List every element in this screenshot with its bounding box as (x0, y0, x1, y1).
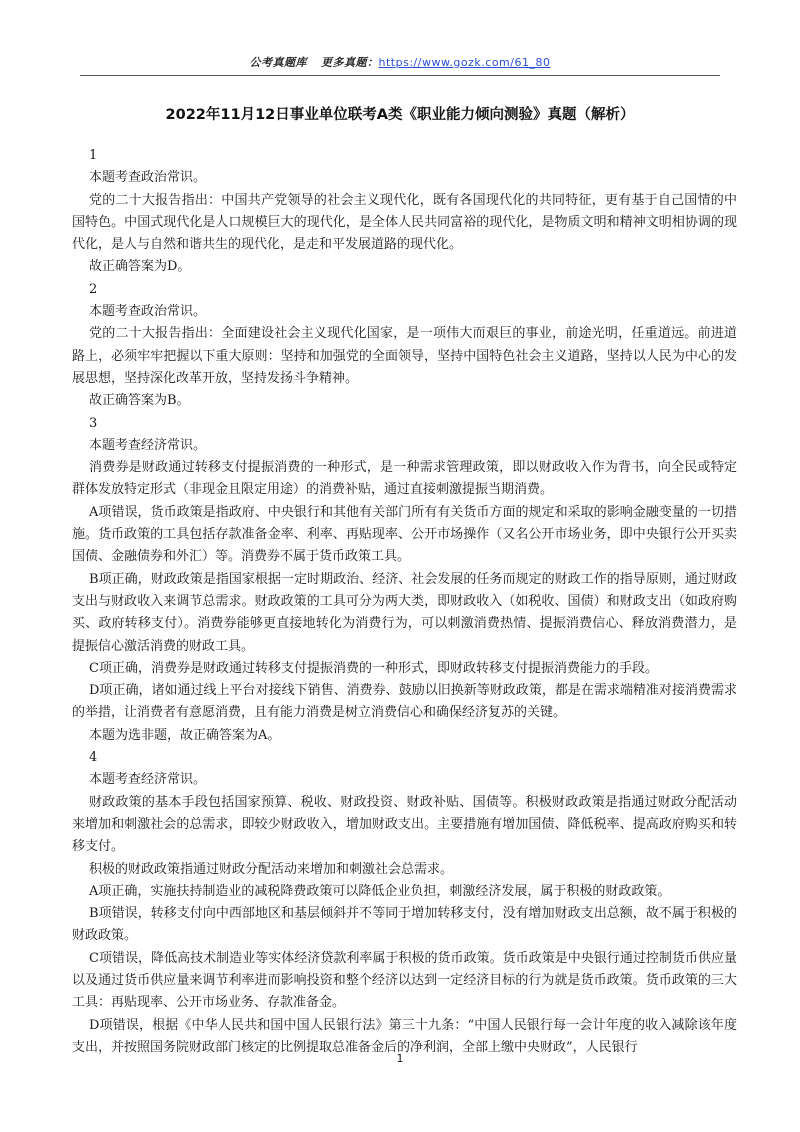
paragraph: 故正确答案为D。 (89, 259, 191, 275)
paragraph: 故正确答案为B。 (89, 393, 190, 409)
paragraph: 4 (89, 750, 98, 766)
paragraph: C项正确，消费券是财政通过转移支付提振消费的一种形式，即财政转移支付提振消费能力的手段。 (89, 660, 658, 676)
paragraph: 党的二十大报告指出：中国共产党领导的社会主义现代化，既有各国现代化的共同特征，更有基于自己国情的中国特色。中国式现代化是人口规模巨大的现代化，是全体人民共同富裕的现代化，是物质文明和精神文明相协调的现代化，是人与自然和谐共生的现代化，是走和平发展道路的现代化。 (72, 192, 737, 253)
paragraph: 2 (89, 281, 98, 297)
paragraph: 本题考查政治常识。 (89, 170, 207, 186)
header-link[interactable]: https://www.gozk.com/61_80 (378, 56, 551, 69)
paragraph: B项错误，转移支付向中西部地区和基层倾斜并不等同于增加转移支付，没有增加财政支出总额，故不属于积极的财政政策。 (72, 906, 737, 944)
header-brand: 公考真题库 (249, 56, 308, 69)
header-more-label: 更多真题： (321, 56, 379, 69)
paragraph: 本题考查政治常识。 (89, 304, 207, 320)
paragraph: 本题为选非题，故正确答案为A。 (89, 727, 281, 743)
paragraph: 1 (89, 148, 98, 163)
paragraph: D项正确，诸如通过线上平台对接线下销售、消费券、鼓励以旧换新等财政政策，都是在需求端精准对接消费需求的举措，让消费者有意愿消费，且有能力消费是树立消费信心和确保经济复苏的关键。 (72, 683, 737, 721)
paragraph: A项正确，实施扶持制造业的减税降费政策可以降低企业负担，刺激经济发展，属于积极的财政政策。 (89, 883, 671, 899)
document-title: 2022年11月12日事业单位联考A类《职业能力倾向测验》真题（解析） (165, 107, 635, 123)
header-divider (80, 75, 720, 76)
paragraph: 积极的财政政策指通过财政分配活动来增加和刺激社会总需求。 (89, 861, 454, 877)
paragraph: D项错误，根据《中华人民共和国中国人民银行法》第三十九条：“中国人民银行每一会计年度的收入减除该年度支出，并按照国务院财政部门核定的比例提取总准备金后的净利润，全部上缴中央财政”，人民银行 (72, 1017, 737, 1055)
page-header (0, 54, 800, 70)
page-number: 1 (396, 1052, 404, 1065)
paragraph: 党的二十大报告指出：全面建设社会主义现代化国家，是一项伟大而艰巨的事业，前途光明，任重道远。前进道路上，必须牢牢把握以下重大原则：坚持和加强党的全面领导，坚持中国特色社会主义道路，坚持以人民为中心的发展思想，坚持深化改革开放，坚持发扬斗争精神。 (72, 326, 737, 386)
paragraph: 本题考查经济常识。 (89, 772, 207, 788)
paragraph: 消费券是财政通过转移支付提振消费的一种形式，是一种需求管理政策，即以财政收入作为背书，向全民或特定群体发放特定形式（非现金且限定用途）的消费补贴，通过直接刺激提振当期消费。 (72, 460, 737, 498)
paragraph: C项错误，降低高技术制造业等实体经济贷款利率属于积极的货币政策。货币政策是中央银行通过控制货币供应量以及通过货币供应量来调节利率进而影响投资和整个经济以达到一定经济目标的行为就是货币政策。货币政策的三大工具：再贴现率、公开市场业务、存款准备金。 (72, 950, 737, 1011)
paragraph: A项错误，货币政策是指政府、中央银行和其他有关部门所有有关货币方面的规定和采取的影响金融变量的一切措施。货币政策的工具包括存款准备金率、利率、再贴现率、公开市场操作（又名公开市场业务，即中央银行公开买卖国债、金融债券和外汇）等。消费券不属于货币政策工具。 (72, 504, 737, 565)
paragraph: B项正确，财政政策是指国家根据一定时期政治、经济、社会发展的任务而规定的财政工作的指导原则，通过财政支出与财政收入来调节总需求。财政政策的工具可分为两大类，即财政收入（如税收、国债）和财政支出（如政府购买、政府转移支付）。消费券能够更直接地转化为消费行为，可以刺激消费热情、提振消费信心、释放消费潜力，是提振信心激活消费的财政工具。 (72, 571, 737, 654)
paragraph: 3 (89, 415, 98, 431)
paragraph: 财政政策的基本手段包括国家预算、税收、财政投资、财政补贴、国债等。积极财政政策是指通过财政分配活动来增加和刺激社会的总需求，即较少财政收入，增加财政支出。主要措施有增加国债、降低税率、提高政府购买和转移支付。 (72, 794, 737, 855)
document-body (72, 145, 737, 1059)
paragraph: 本题考查经济常识。 (89, 437, 207, 453)
